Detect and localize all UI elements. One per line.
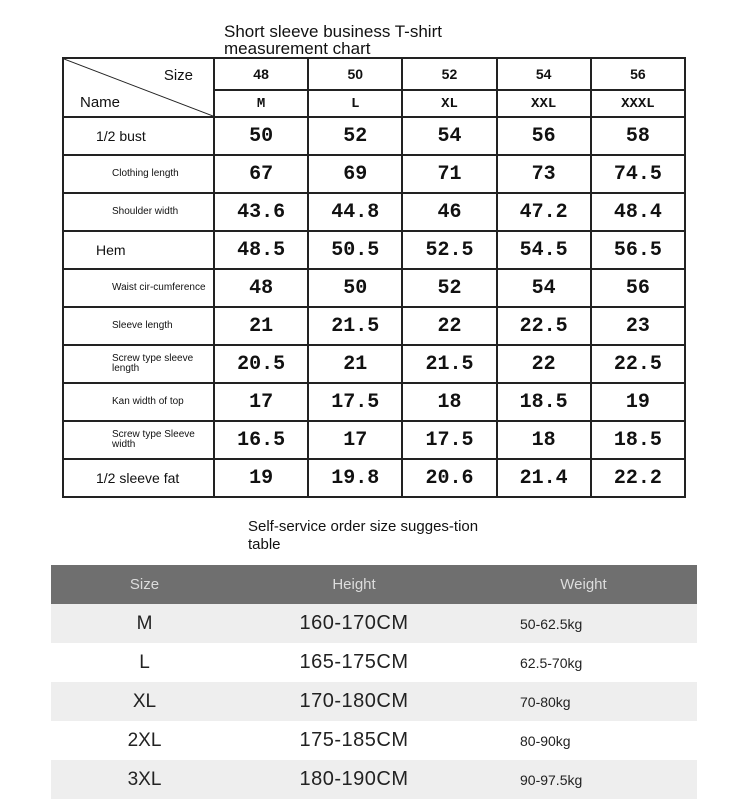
measurement-value: 21.5 (402, 345, 496, 383)
measurement-value: 47.2 (497, 193, 591, 231)
suggestion-row (51, 604, 697, 643)
measurement-row (63, 421, 685, 459)
title-line-2: measurement chart (224, 39, 371, 58)
measurement-value: 71 (402, 155, 496, 193)
column-header: Height (238, 565, 470, 604)
measurement-value: 22 (497, 345, 591, 383)
measurement-name: Shoulder width (63, 193, 214, 231)
measurement-value: 19.8 (308, 459, 402, 497)
measurement-value: 22.5 (497, 307, 591, 345)
header-row (51, 565, 697, 604)
height-cell: 180-190CM (238, 760, 470, 799)
measurement-value: 17 (214, 383, 308, 421)
measurement-value: 50.5 (308, 231, 402, 269)
measurement-value: 21 (214, 307, 308, 345)
measurement-value: 20.5 (214, 345, 308, 383)
measurement-row (63, 193, 685, 231)
weight-cell: 80-90kg (520, 732, 571, 749)
measurement-value: 19 (214, 459, 308, 497)
size-letter-cell: L (308, 90, 402, 117)
measurement-value: 17.5 (402, 421, 496, 459)
measurement-value: 56 (497, 117, 591, 155)
height-cell: 160-170CM (238, 604, 470, 643)
measurement-name: Waist cir-cumference (63, 269, 214, 307)
measurement-value: 21.5 (308, 307, 402, 345)
size-cell: L (139, 651, 150, 673)
measurement-name: Kan width of top (63, 383, 214, 421)
measurement-value: 20.6 (402, 459, 496, 497)
measurement-value: 58 (591, 117, 685, 155)
measurement-value: 23 (591, 307, 685, 345)
size-cell: XL (51, 682, 238, 721)
measurement-row (63, 231, 685, 269)
measurement-value: 56.5 (591, 231, 685, 269)
measurement-row (63, 117, 685, 155)
measurement-row (63, 459, 685, 497)
weight-cell: 62.5-70kg (520, 654, 583, 671)
measurement-value: 43.6 (214, 193, 308, 231)
size-cell: 2XL (127, 729, 162, 751)
measurement-value: 54.5 (497, 231, 591, 269)
measurement-value: 18 (402, 383, 496, 421)
measurement-value: 22.2 (591, 459, 685, 497)
measurement-value: 21.4 (497, 459, 591, 497)
measurement-table (62, 57, 686, 498)
measurement-value: 48.4 (591, 193, 685, 231)
size-label: Size (163, 67, 193, 84)
size-number-cell: 52 (402, 58, 496, 90)
measurement-value: 18.5 (591, 421, 685, 459)
size-letter-cell: M (214, 90, 308, 117)
measurement-value: 52 (402, 269, 496, 307)
height-cell: 175-185CM (299, 729, 409, 751)
size-letter-cell: XL (402, 90, 496, 117)
measurement-value: 16.5 (214, 421, 308, 459)
suggestion-row (51, 721, 697, 760)
column-header: Size (51, 565, 238, 604)
size-cell: 3XL (51, 760, 238, 799)
measurement-name: Screw type Sleeve width (63, 421, 214, 459)
measurement-value: 67 (214, 155, 308, 193)
measurement-row (63, 307, 685, 345)
measurement-value: 17 (308, 421, 402, 459)
measurement-value: 50 (214, 117, 308, 155)
measurement-value: 18 (497, 421, 591, 459)
measurement-row (63, 383, 685, 421)
size-number-cell: 56 (591, 58, 685, 90)
size-letter-cell: XXL (497, 90, 591, 117)
column-header: Weight (470, 565, 697, 604)
weight-cell: 90-97.5kg (470, 760, 697, 799)
measurement-name: 1/2 bust (63, 117, 214, 155)
suggestion-row (51, 643, 697, 682)
measurement-value: 54 (402, 117, 496, 155)
weight-cell: 70-80kg (470, 682, 697, 721)
measurement-value: 69 (308, 155, 402, 193)
height-cell: 170-180CM (238, 682, 470, 721)
suggestion-row (51, 682, 697, 721)
measurement-value: 21 (308, 345, 402, 383)
measurement-name: Clothing length (63, 155, 214, 193)
size-number-cell: 54 (497, 58, 591, 90)
measurement-value: 44.8 (308, 193, 402, 231)
measurement-value: 22.5 (591, 345, 685, 383)
measurement-name: Screw type sleeve length (63, 345, 214, 383)
size-number-row (63, 58, 685, 90)
measurement-name: Sleeve length (63, 307, 214, 345)
size-cell: M (51, 604, 238, 643)
measurement-value: 48.5 (214, 231, 308, 269)
weight-cell: 50-62.5kg (470, 604, 697, 643)
measurement-value: 74.5 (591, 155, 685, 193)
measurement-chart-title (224, 23, 442, 57)
measurement-row (63, 345, 685, 383)
measurement-value: 56 (591, 269, 685, 307)
measurement-value: 18.5 (497, 383, 591, 421)
measurement-name: 1/2 sleeve fat (63, 459, 214, 497)
size-suggestion-table (51, 565, 697, 799)
measurement-value: 17.5 (308, 383, 402, 421)
measurement-value: 22 (402, 307, 496, 345)
measurement-value: 52 (308, 117, 402, 155)
measurement-value: 52.5 (402, 231, 496, 269)
measurement-row (63, 269, 685, 307)
measurement-value: 54 (497, 269, 591, 307)
corner-header-cell (63, 58, 214, 117)
title-line-1: Short sleeve business T-shirt (224, 22, 442, 41)
measurement-value: 50 (308, 269, 402, 307)
measurement-name: Hem (63, 231, 214, 269)
measurement-value: 46 (402, 193, 496, 231)
measurement-value: 48 (214, 269, 308, 307)
suggestion-row (51, 760, 697, 799)
size-letter-cell: XXXL (591, 90, 685, 117)
measurement-row (63, 155, 685, 193)
measurement-value: 19 (591, 383, 685, 421)
name-label: Name (80, 94, 121, 111)
height-cell: 165-175CM (299, 651, 409, 673)
size-number-cell: 50 (308, 58, 402, 90)
size-suggestion-title: Self-service order size sugges-tion table (248, 518, 479, 553)
size-number-cell: 48 (214, 58, 308, 90)
measurement-value: 73 (497, 155, 591, 193)
